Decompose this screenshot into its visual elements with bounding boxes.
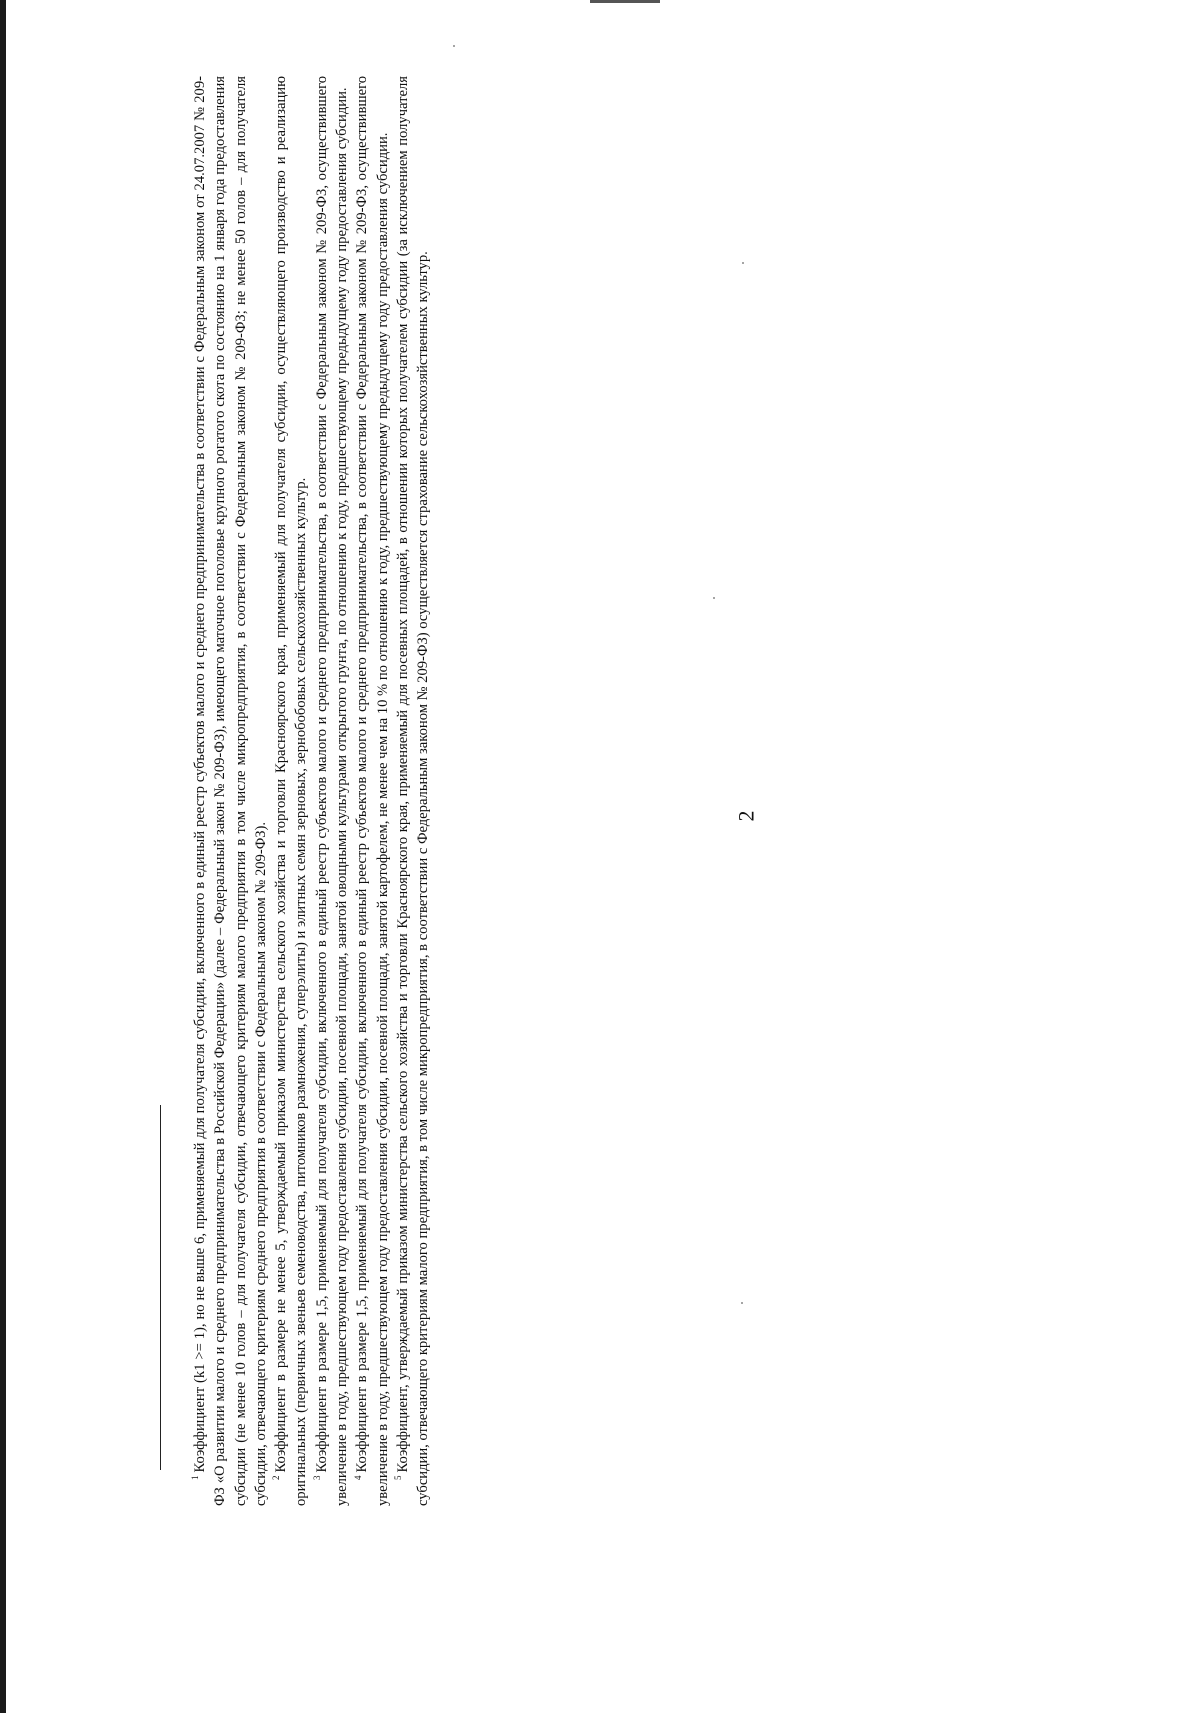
footnote-separator [160, 1105, 161, 1470]
scan-speck [742, 262, 744, 264]
footnote [352, 76, 393, 1506]
footnote [393, 76, 434, 1506]
footnotes-rotated-text [190, 76, 555, 1506]
footnote-marker: 3 [311, 1475, 322, 1480]
footnote-marker: 4 [352, 1475, 363, 1480]
page-number: 2 [733, 810, 759, 822]
footnote-marker: 5 [393, 1475, 404, 1480]
footnote [190, 76, 271, 1506]
footnote-marker: 1 [190, 1475, 201, 1480]
footnote [312, 76, 353, 1506]
scan-speck [453, 45, 455, 47]
footnotes-block [190, 76, 555, 1506]
footnote-text: Коэффициент в размере 1,5, применяемый для получателя субсидии, включенного в единый реестр субъектов малого и среднего предпринимательства, в соответствии с Федеральным законом № 209-ФЗ, осуществившего увеличение в году, предшествующем году предоставления субсидии, посевной площади, занятой овощными культурами открытого грунта, по отношению к году, предшествующему предыдущему году предоставления субсидии. [313, 76, 351, 1506]
footnote-text: Коэффициент в размере 1,5, применяемый для получателя субсидии, включенного в единый реестр субъектов малого и среднего предпринимательства, в соответствии с Федеральным законом № 209-ФЗ, осуществившего увеличение в году, предшествующем году предоставления субсидии, посевной площади, занятой картофелем, не менее чем на 10 % по отношению к году, предшествующему предыдущему году предоставления субсидии. [354, 76, 391, 1506]
scan-edge [0, 0, 6, 1713]
footnote-text: Коэффициент, утверждаемый приказом министерства сельского хозяйства и торговли Красноярского края, применяемый для посевных площадей, в отношении которых получателем субсидии (за исключением получателя субсидии, отвечающего критериям малого предприятия, в том числе микропредприятия, в соответствии с Федеральным законом № 209-ФЗ) осуществляется страхование сельскохозяйственных культур. [394, 76, 432, 1506]
footnote-text: Коэффициент в размере не менее 5, утверждаемый приказом министерства сельского хозяйства и торговли Красноярского края, применяемый для получателя субсидии, осуществляющего производство и реализацию оригинальных (первичных звеньев семеноводства, питомников размножения, суперэлиты) и элитных семян зерновых, зернобобовых сельскохозяйственных культур. [273, 76, 310, 1506]
scan-mark [590, 0, 660, 3]
footnote-text: Коэффициент (k1 >= 1), но не выше 6, применяемый для получателя субсидии, включенного в единый реестр субъектов малого и среднего предпринимательства в соответствии с Федеральным законом от 24.07.2007 № 209-ФЗ «О развитии малого и среднего предпринимательства в Российской Федерации» (далее – Федеральный закон № 209-ФЗ), имеющего маточное поголовье крупного рогатого скота по состоянию на 1 января года предоставления субсидии (не менее 10 голов – для получателя субсидии, отвечающего критериям малого предприятия в том числе микропредприятия, в соответствии с Федеральным законом № 209-ФЗ; не менее 50 голов – для получателя субсидии, отвечающего критериям среднего предприятия в соответствии с Федеральным законом № 209-ФЗ). [192, 76, 269, 1506]
scan-speck [741, 1302, 743, 1304]
footnote [271, 76, 312, 1506]
scan-speck [713, 597, 715, 599]
footnote-marker: 2 [271, 1475, 282, 1480]
